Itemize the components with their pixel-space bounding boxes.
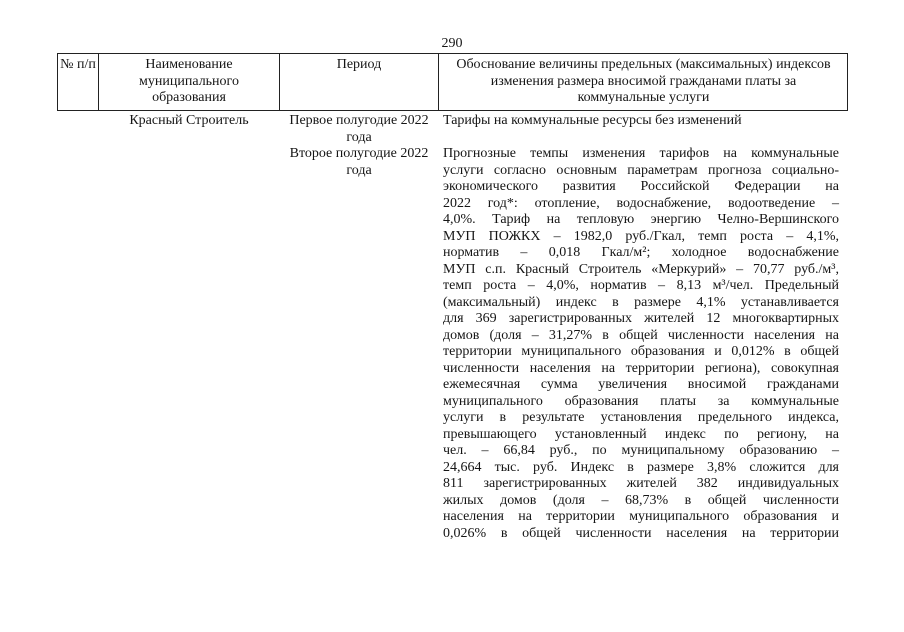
justification-line: населения на территории муниципального образования и: [443, 509, 839, 524]
justification-line: МУП ПОЖКХ – 1982,0 руб./Гкал, темп роста – 4,1%,: [443, 228, 839, 244]
page-number: 290: [441, 36, 463, 51]
justification-line: услуги в результате установления предельного индекса,: [443, 410, 839, 425]
justification-line: темп роста – 4,0%, норматив – 8,13 м³/чел. Предельный: [443, 278, 839, 293]
justification-line: муниципального образования платы за коммунальные: [443, 393, 839, 409]
justification-line: экономического развития Российской Федерации на: [443, 179, 839, 194]
cell-period-first-half: Первое полугодие 2022 года: [289, 113, 429, 145]
justification-line: 811 зарегистрированных жителей 382 индивидуальных: [443, 476, 839, 491]
justification-line: превышающего установленный индекс по региону, на: [443, 426, 839, 442]
justification-line: территории муниципального образования и 0,012% в общей: [443, 344, 839, 359]
justification-line: норматив – 0,018 Гкал/м²; холодное водоснабжение: [443, 245, 839, 260]
justification-line: для 369 зарегистрированных жителей 12 многоквартирных: [443, 311, 839, 326]
justification-line: услуги согласно основным параметрам прогноза социально-: [443, 162, 839, 178]
cell-municipality: Красный Строитель: [129, 113, 249, 128]
justification-line: чел. – 66,84 руб., по муниципальному образованию –: [443, 443, 839, 458]
justification-line: 0,026% в общей численности населения на территории: [443, 525, 839, 541]
justification-line: Прогнозные темпы изменения тарифов на коммунальные: [443, 146, 839, 161]
justification-line: 2022 год*: отопление, водоснабжение, водоотведение –: [443, 195, 839, 211]
justification-line: жилых домов (доля – 68,73% в общей численности: [443, 492, 839, 508]
justification-line: ежемесячная сумма увеличения вносимой гражданами: [443, 377, 839, 392]
justification-line: численности населения на территории региона), совокупная: [443, 360, 839, 376]
header-municipality: Наименование муниципального образования: [139, 57, 239, 105]
justification-line: 24,664 тыс. руб. Индекс в размере 3,8% сложится для: [443, 459, 839, 475]
cell-justification-second-half: [443, 146, 839, 542]
justification-line: 4,0%. Тариф на тепловую энергию Челно-Вершинского: [443, 212, 839, 227]
header-period: Период: [336, 57, 382, 72]
cell-period-second-half: Второе полугодие 2022 года: [289, 146, 429, 178]
justification-line: домов (доля – 31,27% в общей численности населения на: [443, 327, 839, 343]
justification-line: (максимальный) индекс в размере 4,1% устанавливается: [443, 294, 839, 310]
header-justification: Обоснование величины предельных (максимальных) индексов изменения размера вносимой гражданами платы за коммунальные услуги: [456, 57, 831, 105]
justification-line: МУП с.п. Красный Строитель «Меркурий» – 70,77 руб./м³,: [443, 261, 839, 277]
cell-justification-first-half: Тарифы на коммунальные ресурсы без изменений: [443, 113, 742, 128]
header-number: № п/п: [60, 57, 96, 72]
